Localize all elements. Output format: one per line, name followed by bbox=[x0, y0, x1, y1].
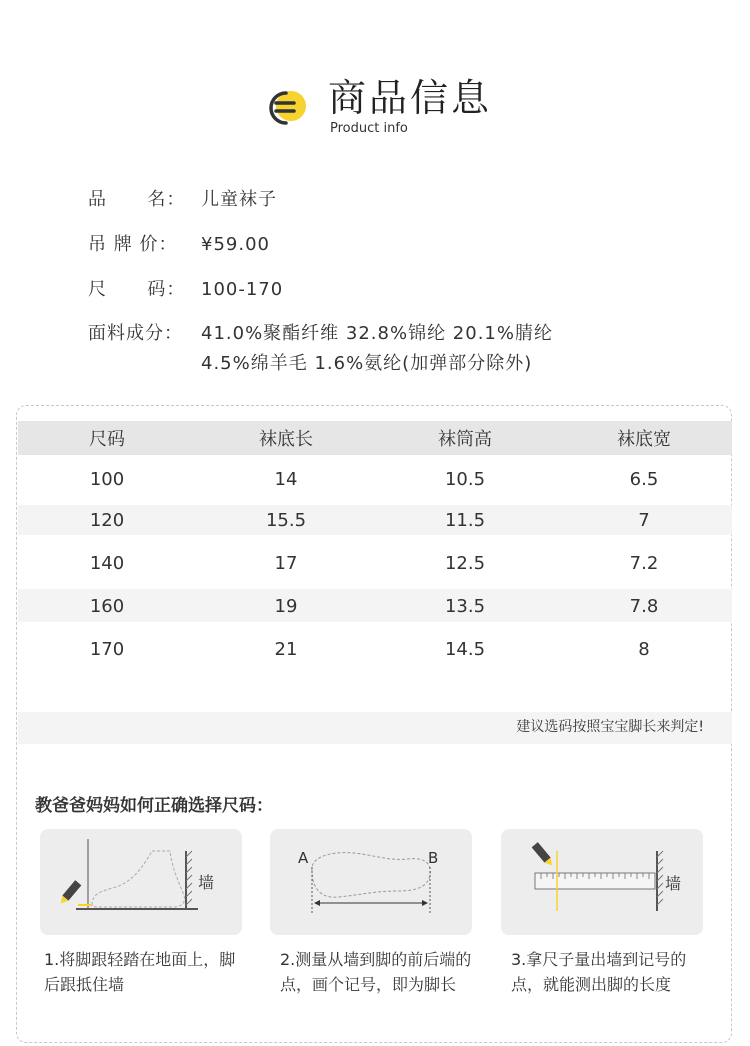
foot-against-wall-illustration bbox=[40, 829, 242, 935]
table-cell: 19 bbox=[274, 596, 298, 617]
table-cell: 17 bbox=[274, 553, 298, 574]
guide-step-3: 3.拿尺子量出墙到记号的点，就能测出脚的长度 bbox=[511, 950, 687, 994]
guide-step-1: 1.将脚跟轻踏在地面上，脚后跟抵住墙 bbox=[44, 950, 236, 994]
table-header-cell: 袜底长 bbox=[259, 429, 313, 450]
info-value: 41.0%聚酯纤维 32.8%锦纶 20.1%腈纶 bbox=[201, 323, 553, 344]
info-label: 面料成分： bbox=[88, 323, 183, 344]
table-cell: 8 bbox=[638, 639, 650, 660]
size-note: 建议选码按照宝宝脚长来判定! bbox=[516, 719, 704, 735]
guide-step-2: 2.测量从墙到脚的前后端的点，画个记号，即为脚长 bbox=[280, 950, 472, 994]
guide-title: 教爸爸妈妈如何正确选择尺码： bbox=[35, 796, 273, 816]
guide-card-3 bbox=[501, 829, 703, 935]
point-b-label: B bbox=[428, 849, 439, 867]
table-cell: 7 bbox=[638, 510, 650, 531]
table-header-cell: 袜筒高 bbox=[438, 429, 492, 450]
info-label: 尺 码： bbox=[88, 279, 186, 300]
ruler-measure-illustration bbox=[501, 829, 703, 935]
table-cell: 13.5 bbox=[444, 596, 486, 617]
info-value: ¥59.00 bbox=[201, 234, 270, 255]
product-info-icon bbox=[264, 86, 312, 130]
table-cell: 140 bbox=[89, 553, 125, 574]
point-a-label: A bbox=[298, 849, 309, 867]
info-value-line2: 4.5%绵羊毛 1.6%氨纶(加弹部分除外) bbox=[201, 353, 533, 374]
wall-label: 墙 bbox=[198, 873, 215, 892]
table-cell: 15.5 bbox=[265, 510, 307, 531]
info-label: 吊 牌 价： bbox=[88, 234, 178, 255]
table-cell: 120 bbox=[89, 510, 125, 531]
info-value: 100-170 bbox=[201, 279, 284, 300]
table-cell: 12.5 bbox=[444, 553, 486, 574]
wall-label: 墙 bbox=[665, 874, 682, 893]
page-subtitle: Product info bbox=[330, 121, 408, 136]
table-header-cell: 尺码 bbox=[89, 429, 125, 450]
table-cell: 100 bbox=[89, 469, 125, 490]
guide-card-2 bbox=[270, 829, 472, 935]
info-value: 儿童袜子 bbox=[201, 189, 277, 210]
table-cell: 14 bbox=[274, 469, 298, 490]
table-cell: 6.5 bbox=[629, 469, 659, 490]
table-cell: 14.5 bbox=[444, 639, 486, 660]
table-cell: 7.2 bbox=[629, 553, 659, 574]
guide-card-1 bbox=[40, 829, 242, 935]
table-cell: 11.5 bbox=[444, 510, 486, 531]
info-label: 品 名： bbox=[88, 189, 186, 210]
table-header-cell: 袜底宽 bbox=[617, 429, 671, 450]
table-cell: 160 bbox=[89, 596, 125, 617]
table-cell: 170 bbox=[89, 639, 125, 660]
table-cell: 10.5 bbox=[444, 469, 486, 490]
page-title: 商品信息 bbox=[328, 76, 493, 120]
table-cell: 21 bbox=[274, 639, 298, 660]
table-cell: 7.8 bbox=[629, 596, 659, 617]
foot-length-illustration bbox=[270, 829, 472, 935]
